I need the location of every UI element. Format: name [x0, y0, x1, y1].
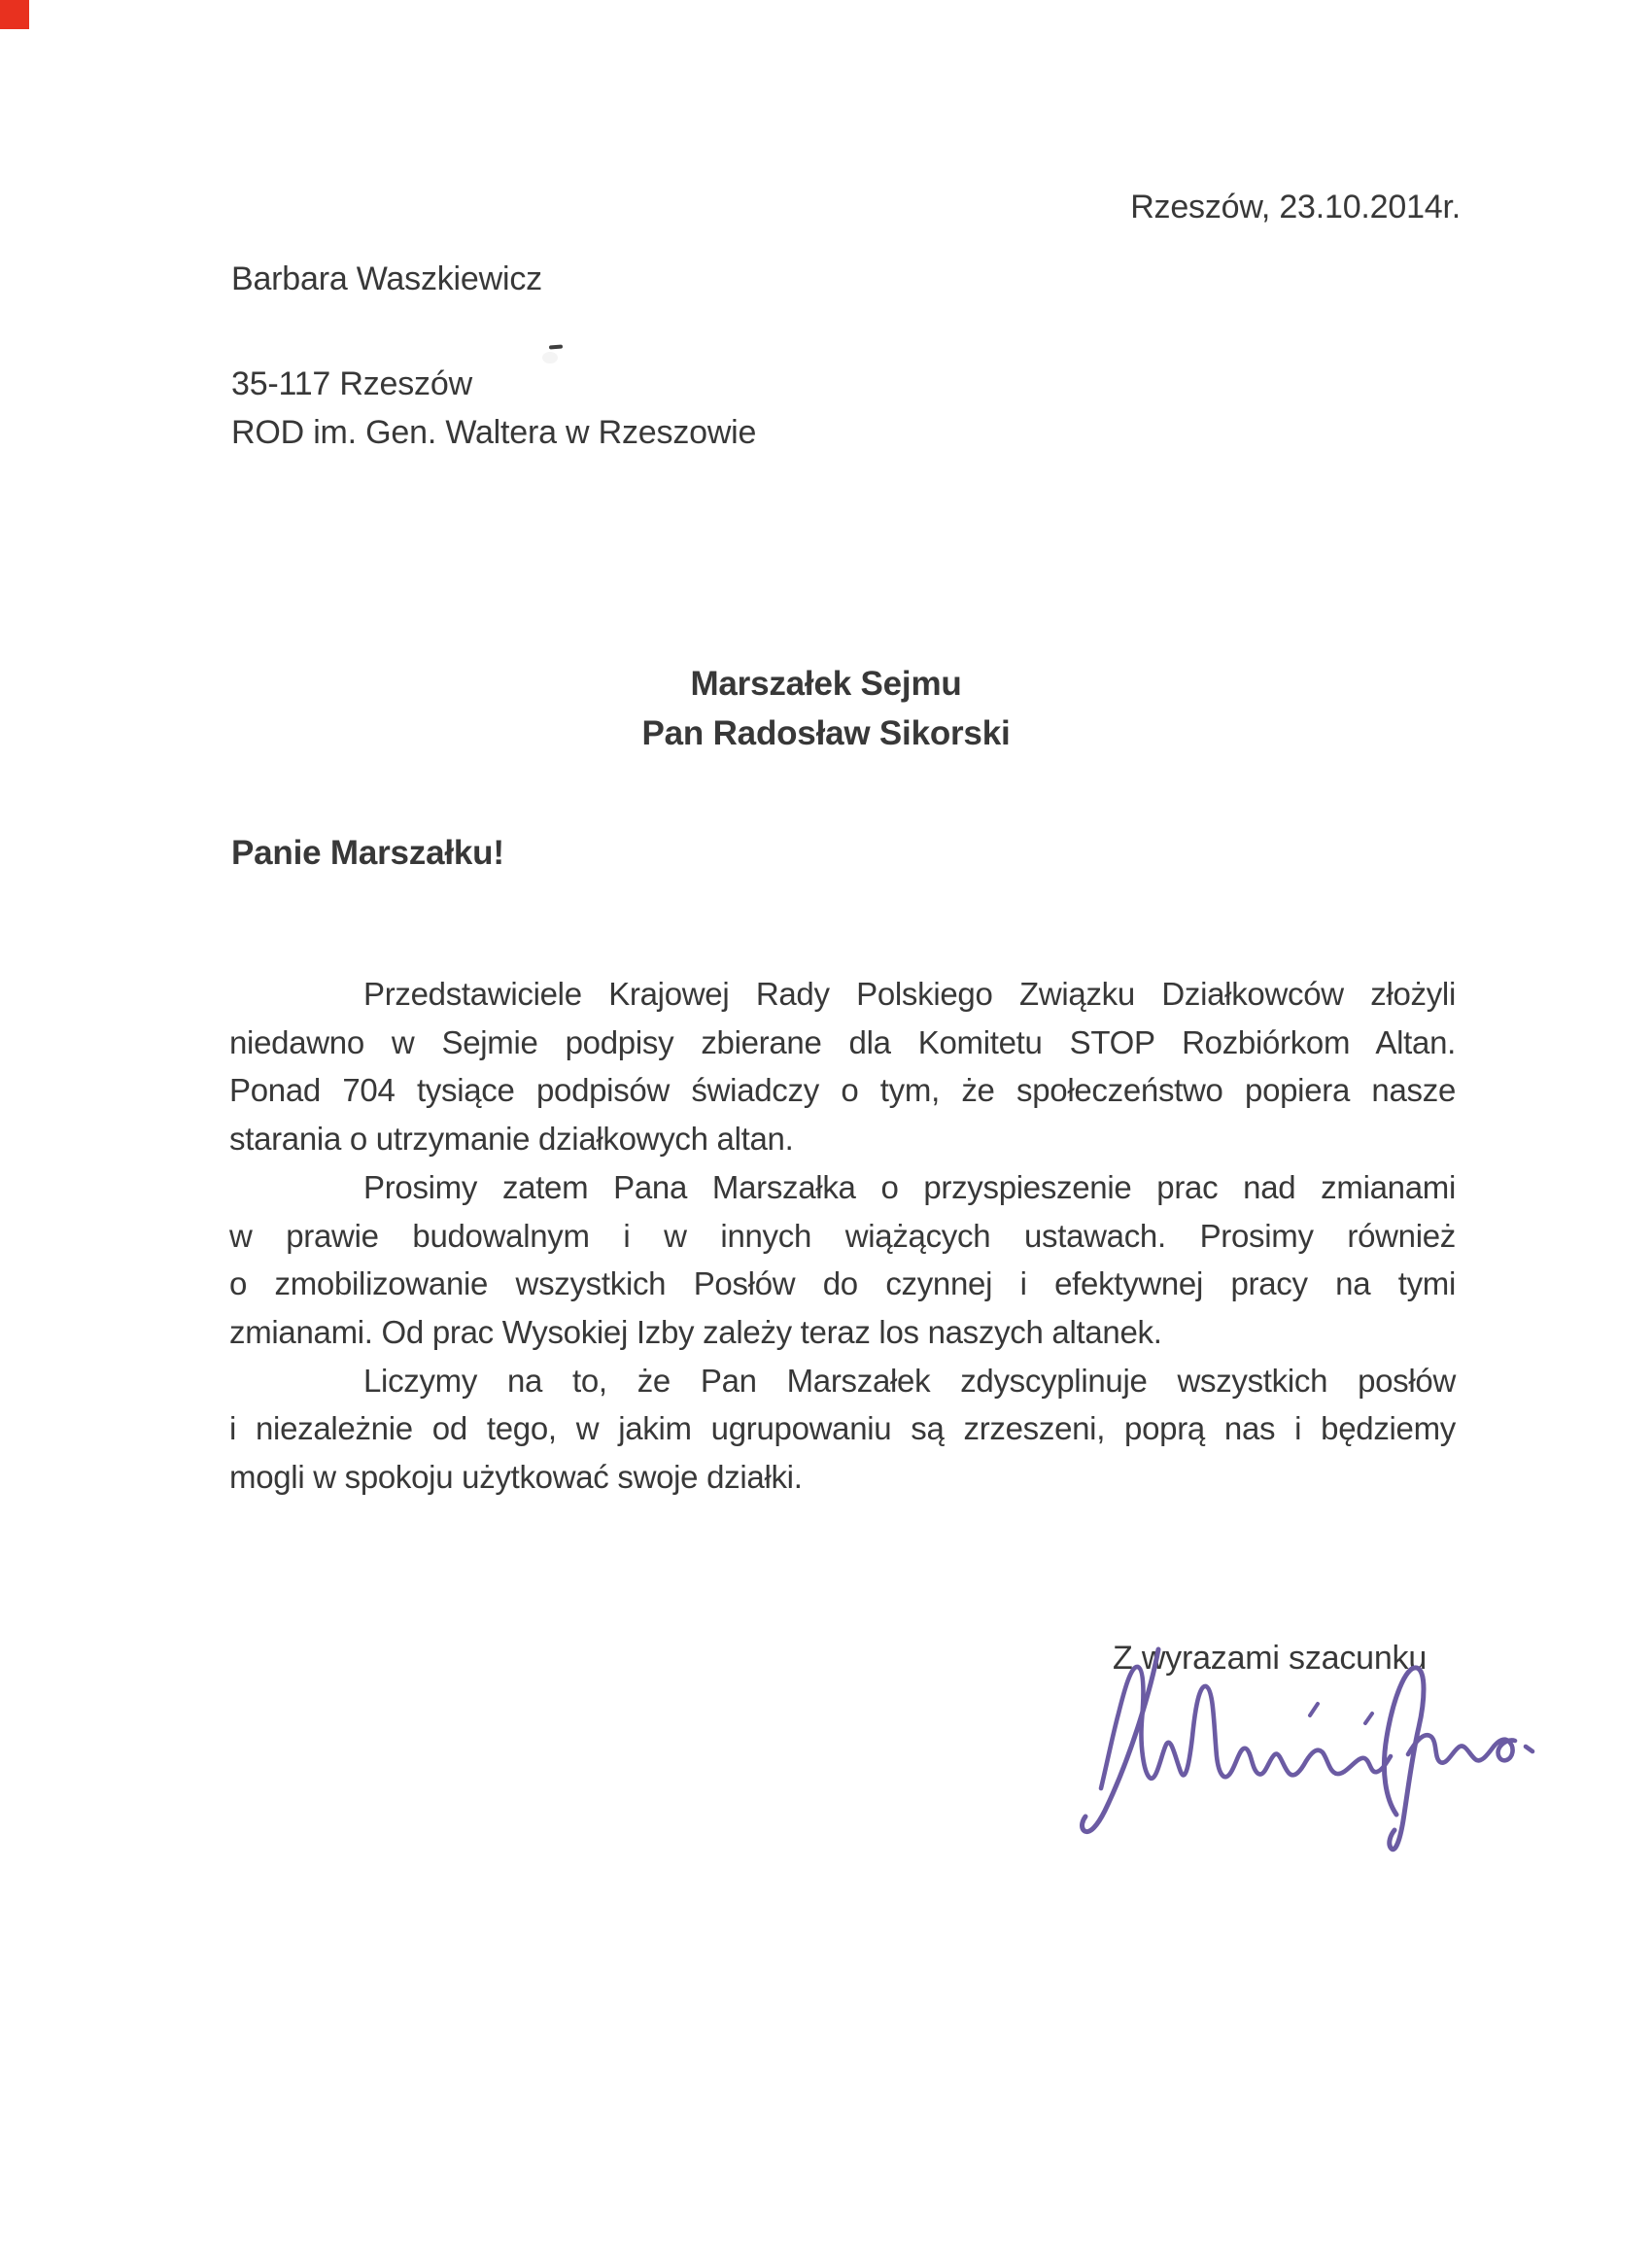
sender-organization: ROD im. Gen. Waltera w Rzeszowie	[231, 414, 757, 451]
body-line: niedawno w Sejmie podpisy zbierane dla Komitetu STOP Rozbiórkom Altan.	[229, 1023, 1456, 1060]
sender-address	[231, 360, 756, 457]
recipient-title: Marszałek Sejmu	[690, 665, 962, 703]
body-line: o zmobilizowanie wszystkich Posłów do czynnej i efektywnej pracy na tymi	[229, 1265, 1456, 1302]
body-line: i niezależnie od tego, w jakim ugrupowaniu są zrzeszeni, poprą nas i będziemy	[229, 1410, 1456, 1447]
handwritten-signature	[1035, 1609, 1540, 1861]
valediction: Z wyrazami szacunku	[1113, 1640, 1428, 1677]
scan-corner-mark	[0, 0, 29, 29]
sender-name: Barbara Waszkiewicz	[231, 260, 542, 297]
body-line: w prawie budowalnym i w innych wiążących ustawach. Prosimy również	[229, 1217, 1456, 1254]
body-line: Liczymy na to, że Pan Marszałek zdyscyplinuje wszystkich posłów	[363, 1362, 1456, 1399]
body-line: Prosimy zatem Pana Marszałka o przyspieszenie prac nad zmianami	[363, 1168, 1456, 1205]
body-line: mogli w spokoju użytkować swoje działki.	[229, 1459, 803, 1496]
date-line: Rzeszów, 23.10.2014r.	[1130, 189, 1461, 225]
salutation: Panie Marszałku!	[231, 834, 504, 872]
scan-artifact-dash	[549, 345, 563, 350]
sender-postal: 35-117 Rzeszów	[231, 365, 472, 402]
body-line: starania o utrzymanie działkowych altan.	[229, 1121, 794, 1158]
body-line: Ponad 704 tysiące podpisów świadczy o tym, że społeczeństwo popiera nasze	[229, 1072, 1456, 1109]
letter-body	[229, 970, 1456, 1502]
recipient-block	[389, 659, 1263, 758]
body-line: zmianami. Od prac Wysokiej Izby zależy teraz los naszych altanek.	[229, 1313, 1162, 1350]
body-line: Przedstawiciele Krajowej Rady Polskiego Związku Działkowców złożyli	[363, 976, 1456, 1012]
recipient-name: Pan Radosław Sikorski	[641, 714, 1011, 752]
